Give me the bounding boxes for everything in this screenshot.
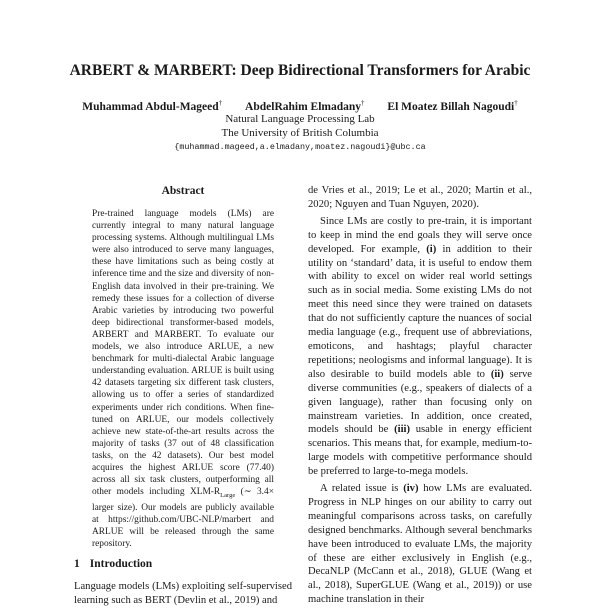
section-number: 1 xyxy=(74,558,80,570)
section-heading-introduction xyxy=(74,558,152,570)
marker-ii: (ii) xyxy=(490,368,504,380)
author-2-mark: † xyxy=(361,99,365,107)
paper-title: ARBERT & MARBERT: Deep Bidirectional Transformers for Arabic xyxy=(69,62,531,79)
right-paragraph-2 xyxy=(308,215,532,479)
author-3-name: El Moatez Billah Nagoudi xyxy=(387,100,515,113)
p3-text-b: how LMs are evaluated. Progress in NLP hinges on our ability to carry out meaningful comparisons across tasks, on carefully designed benchmarks. Although several benchmarks have been introduced to evaluate LMs, the majority of these are either exclusively in English (e.g., DecaNLP (McCann et al., 2018), GLUE (Wang et al., 2018), SuperGLUE (Wang et al., 2019)) or use machine translation in their xyxy=(308,483,532,606)
author-list xyxy=(0,96,600,114)
p2-text-a: Since LMs are costly to pre-train, it is important to keep in mind the end goals they will serve once developed. For example, xyxy=(308,215,532,255)
author-1-mark: † xyxy=(218,99,223,107)
right-paragraph-1: de Vries et al., 2019; Le et al., 2020; Martin et al., 2020; Nguyen and Tuan Nguyen, 2020). xyxy=(308,185,532,210)
author-2 xyxy=(245,101,364,113)
p2-text-c: serve diverse communities (e.g., speakers of dialects of a given language), rather than focusing only on mainstream varieties. In addition, once created, models should be xyxy=(308,368,532,436)
abstract-text-end: (∼ 3.4× larger size). Our models are publicly available at https://github.com/UBC-NLP/marbert and ARLUE will be released through the same repository. xyxy=(92,487,275,550)
p2-text-d: usable in energy efficient scenarios. This means that, for example, medium-to-large models with competitive performance should be preferred to large-to-mega models. xyxy=(308,424,532,478)
author-2-name: AbdelRahim Elmadany xyxy=(245,100,362,113)
left-column xyxy=(74,184,292,551)
marker-iv: (iv) xyxy=(403,483,419,495)
affiliation-lab: Natural Language Processing Lab xyxy=(225,113,375,125)
p2-text-b: in addition to their utility on ‘standard’ data, it is useful to endow them with ability to excel on wider real world settings such as in social media. Some existing LMs do not meet this need since they were trained on datasets that do not sufficiently capture the nuances of social media language (e.g., frequent use of abbreviations, emoticons, and hashtags; playful character repetitions; neologisms and informal language). It is also desirable to build models able to xyxy=(308,243,532,380)
author-3-mark: † xyxy=(514,99,518,107)
abstract-heading: Abstract xyxy=(161,185,205,197)
section-title: Introduction xyxy=(89,558,153,570)
author-emails: {muhammad.mageed,a.elmadany,moatez.nagoudi}@ubc.ca xyxy=(174,142,426,152)
right-column xyxy=(308,184,532,607)
author-3 xyxy=(387,101,517,113)
author-1-name: Muhammad Abdul-Mageed xyxy=(82,100,219,113)
abstract-body xyxy=(92,208,274,551)
p3-text-a: A related issue is xyxy=(320,483,404,495)
author-1 xyxy=(82,101,222,113)
marker-iii: (iii) xyxy=(394,424,410,436)
abstract-large-subscript: Large xyxy=(220,492,236,500)
affiliation-university: The University of British Columbia xyxy=(221,127,379,139)
marker-i: (i) xyxy=(426,243,437,255)
abstract-text: Pre-trained language models (LMs) are currently integral to many natural language processing systems. Although multilingual LMs were also introduced to serve many languages, these have limitations such as being costly at inference time and the size and diversity of non-English data involved in their pre-training. We remedy these issues for a collection of diverse Arabic varieties by introducing two powerful deep bidirectional transformer-based models, ARBERT and MARBERT. To evaluate our models, we also introduce ARLUE, a new benchmark for multi-dialectal Arabic language understanding evaluation. ARLUE is built using 42 datasets targeting six different task clusters, allowing us to offer a series of standardized experiments under rich conditions. When fine-tuned on ARLUE, our models collectively achieve new state-of-the-art results across the majority of tasks (37 out of 48 classification tasks, on the 42 datasets). Our best model acquires the highest ARLUE score (77.40) across all six task clusters, outperforming all other models including XLM-R xyxy=(92,209,274,498)
right-paragraph-3 xyxy=(308,482,532,607)
introduction-paragraph: Language models (LMs) exploiting self-supervised learning such as BERT (Devlin et al., 2019) and xyxy=(74,581,292,607)
